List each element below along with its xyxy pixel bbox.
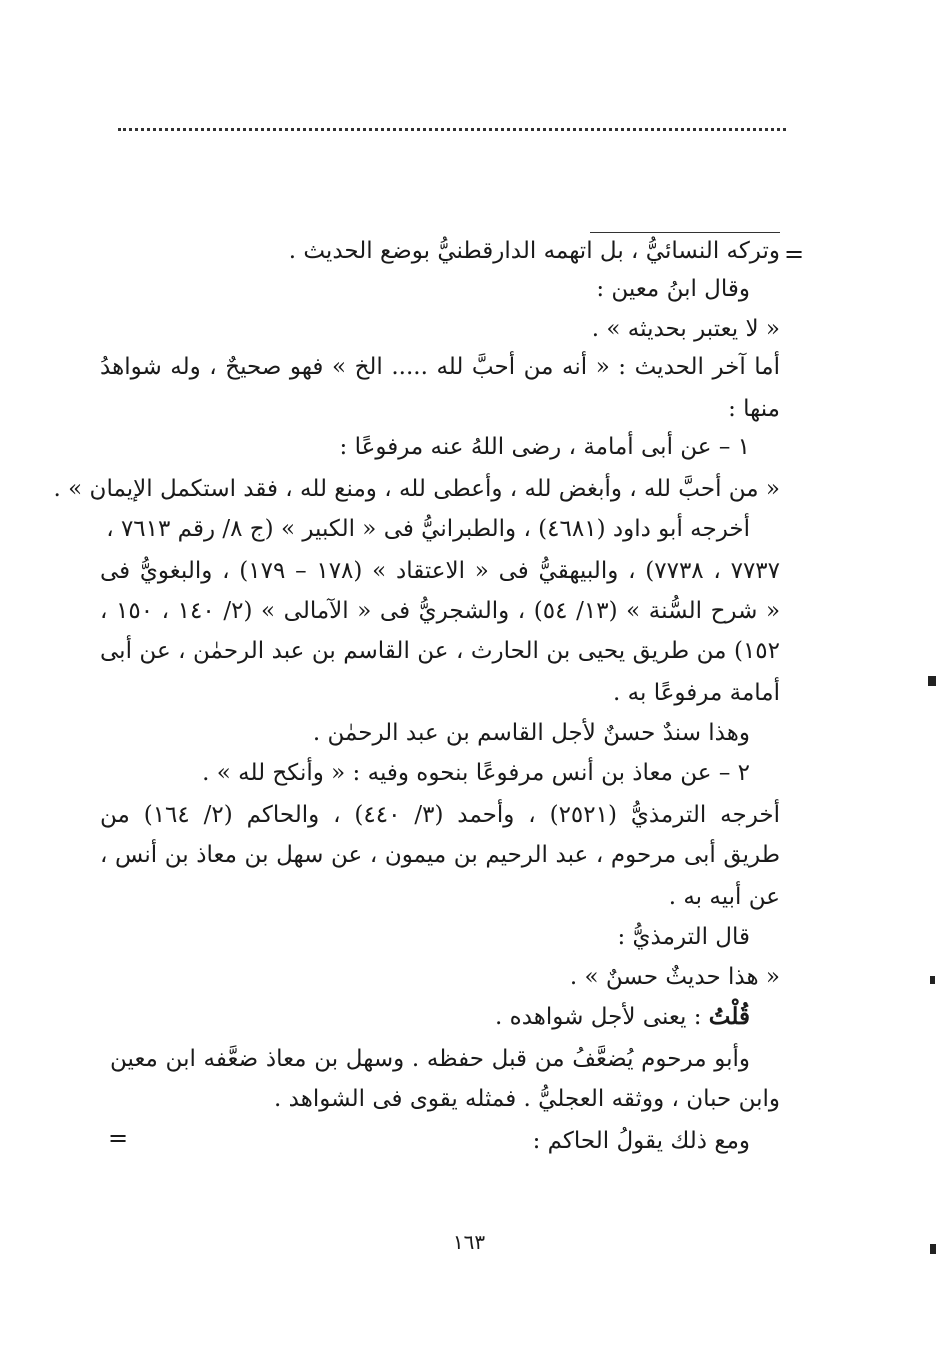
footnote-rule xyxy=(590,232,780,233)
text-line-11: ١٥٢) من طريق يحيى بن الحارث ، عن القاسم بن عبد الرحمٰن ، عن أبى xyxy=(100,638,780,664)
text-line-4: أما آخر الحديث : « أنه من أحبَّ لله ..... الخ » فهو صحيحٌ ، وله شواهدُ xyxy=(100,354,780,380)
text-line-3: « لا يعتبر بحديثه » . xyxy=(591,316,780,342)
text-line-8: أخرجه أبو داود (٤٦٨١) ، والطبرانيُّ فى « الكبير » (ج ٨/ رقم ٧٦١٣ ، xyxy=(106,516,750,542)
continuation-marker-top: = xyxy=(784,240,805,268)
text-line-15: أخرجه الترمذيُّ (٢٥٢١) ، وأحمد (٣/ ٤٤٠) ، والحاكم (٢/ ١٦٤) من xyxy=(100,802,780,828)
text-line-17: عن أبيه به . xyxy=(668,884,780,910)
text-line-2: وقال ابنُ معين : xyxy=(596,276,750,302)
text-line-19: « هذا حديثٌ حسنٌ » . xyxy=(569,964,780,990)
text-line-22: وابن حبان ، ووثقه العجليُّ . فمثله يقوى فى الشواهد . xyxy=(274,1086,780,1112)
text-line-18: قال الترمذيُّ : xyxy=(617,924,750,950)
qultu-keyword: قُلْتُ xyxy=(708,1003,750,1030)
text-line-16: طريق أبى مرحوم ، عبد الرحيم بن ميمون ، عن سهل بن معاذ بن أنس ، xyxy=(100,842,780,868)
scan-mark xyxy=(930,1244,936,1254)
scan-mark xyxy=(930,976,935,984)
text-line-13: وهذا سندٌ حسنٌ لأجل القاسم بن عبد الرحمٰن . xyxy=(312,720,750,746)
text-line-12: أمامة مرفوعًا به . xyxy=(613,680,780,706)
dotted-separator xyxy=(118,128,786,131)
scan-mark xyxy=(928,676,936,686)
text-line-23: ومع ذلك يقولُ الحاكم : xyxy=(532,1128,750,1154)
text-line-1: وتركه النسائيُّ ، بل اتهمه الدارقطنيُّ بوضع الحديث . xyxy=(288,238,780,264)
text-line-21: وأبو مرحوم يُضعَّفُ من قبل حفظه . وسهل بن معاذ ضعَّفه ابن معين xyxy=(110,1046,750,1072)
text-line-14: ٢ – عن معاذ بن أنس مرفوعًا بنحوه وفيه : « وأنكح لله » . xyxy=(202,760,750,786)
text-line-7: « من أحبَّ لله ، وأبغض لله ، وأعطى لله ، ومنع لله ، فقد استكمل الإيمان » . xyxy=(53,476,780,502)
text-line-10: « شرح السُّنة » (١٣/ ٥٤) ، والشجريُّ فى « الآمالى » (٢/ ١٤٠ ، ١٥٠ ، xyxy=(100,598,781,624)
text-line-9: ٧٧٣٧ ، ٧٧٣٨) ، والبيهقيُّ فى « الاعتقاد » (١٧٨ – ١٧٩) ، والبغويُّ فى xyxy=(100,558,781,584)
text-line-5: منها : xyxy=(728,396,780,422)
page-number: ١٦٣ xyxy=(452,1230,486,1254)
qultu-remainder: : يعنى لأجل شواهده . xyxy=(495,1004,702,1030)
text-line-20 xyxy=(110,1002,750,1032)
continuation-marker-bottom: = xyxy=(108,1124,129,1152)
text-line-6: ١ – عن أبى أمامة ، رضى اللهُ عنه مرفوعًا : xyxy=(339,434,750,460)
